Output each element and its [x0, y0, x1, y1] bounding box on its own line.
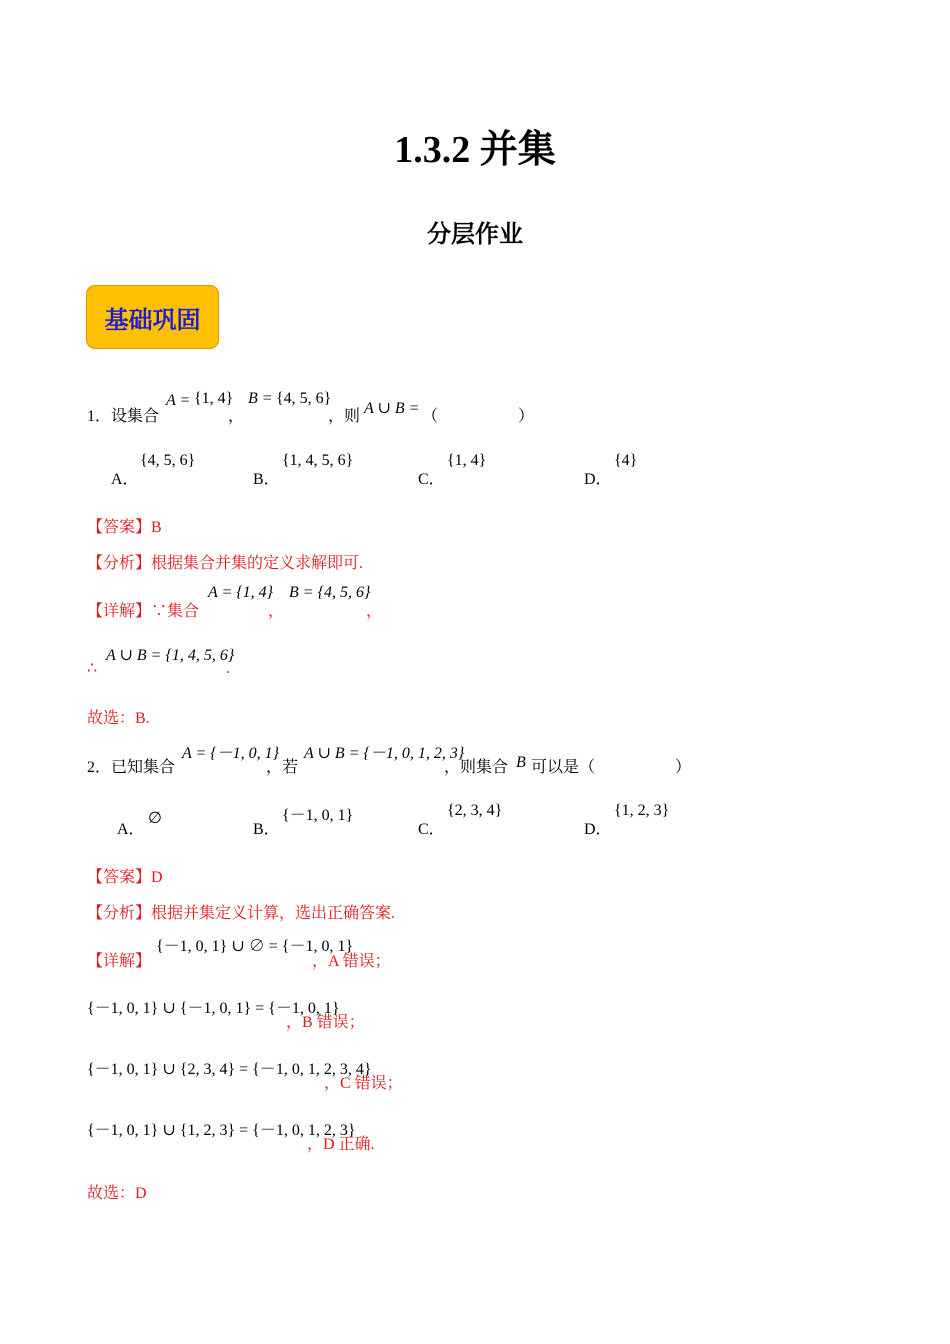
- q1-detail-comma: ，: [268, 603, 285, 620]
- q2-option-d-label: D．: [584, 821, 612, 838]
- q1-option-b-value: {1, 4, 5, 6}: [282, 452, 354, 469]
- q2-detail-line-3-expr: {－1, 0, 1} ∪ {2, 3, 4} = {－1, 0, 1, 2, 3, 4}: [87, 1061, 372, 1078]
- q1-option-a-label: A．: [111, 471, 139, 488]
- q1-comma: ，: [228, 408, 245, 425]
- q1-set-b-value: {4, 5, 6}: [276, 390, 332, 407]
- page-title: 1.3.2 并集: [394, 129, 556, 171]
- q2-answer: 【答案】D: [87, 869, 163, 886]
- q2-detail-label: 【详解】: [87, 953, 152, 970]
- q1-detail-label: 【详解】∵集合: [87, 603, 200, 620]
- q1-then: ，则: [328, 408, 361, 425]
- q2-detail-line-1-expr: {－1, 0, 1} ∪ ∅ = {－1, 0, 1}: [156, 938, 354, 955]
- q2-detail-line-4-expr: {－1, 0, 1} ∪ {1, 2, 3} = {－1, 0, 1, 2, 3}: [87, 1122, 356, 1139]
- q1-result: A ∪ B = {1, 4, 5, 6}: [106, 647, 235, 664]
- q1-result-end: .: [226, 660, 230, 677]
- q1-option-c-value: {1, 4}: [447, 452, 487, 469]
- q2-option-c-label: C．: [418, 821, 445, 838]
- q1-option-c-label: C．: [418, 471, 445, 488]
- page-subtitle: 分层作业: [427, 222, 523, 248]
- q2-option-a-label: A．: [117, 821, 145, 838]
- q2-detail-line-4-note: ，D 正确.: [307, 1136, 375, 1153]
- q1-set-b-label: B =: [248, 390, 273, 407]
- q1-analysis: 【分析】根据集合并集的定义求解即可.: [87, 555, 364, 572]
- q2-number: 2．已知集合: [87, 759, 176, 776]
- q2-option-b-label: B．: [253, 821, 280, 838]
- section-badge: 基础巩固: [86, 285, 219, 349]
- q2-b: B: [516, 754, 526, 771]
- q1-number: 1．设集合: [87, 408, 160, 425]
- q1-option-a-value: {4, 5, 6}: [140, 452, 196, 469]
- q2-option-c-value: {2, 3, 4}: [447, 802, 503, 819]
- q2-detail-line-2-expr: {－1, 0, 1} ∪ {－1, 0, 1} = {－1, 0, 1}: [87, 1000, 340, 1017]
- q1-answer: 【答案】B: [87, 519, 162, 536]
- q1-choose: 故选：B.: [87, 710, 150, 727]
- q2-then: ，则集合: [444, 759, 509, 776]
- q2-option-a-value: ∅: [148, 810, 162, 827]
- q2-option-b-value: {－1, 0, 1}: [282, 807, 354, 824]
- q1-expression: A ∪ B =: [364, 400, 420, 417]
- q2-tail: 可以是（ ）: [531, 759, 692, 776]
- q2-choose: 故选：D: [87, 1185, 147, 1202]
- q2-detail-line-3-note: ，C 错误；: [324, 1075, 403, 1092]
- q1-detail-set-b: B = {4, 5, 6}: [289, 584, 371, 601]
- q2-set-a: A = {－1, 0, 1}: [182, 745, 280, 762]
- q2-detail-line-2-note: ，B 错误；: [286, 1014, 365, 1031]
- q1-option-d-value: {4}: [614, 452, 638, 469]
- q1-paren: （ ）: [422, 408, 535, 425]
- q1-therefore-symbol: ∴: [87, 660, 98, 677]
- q1-set-a-label: A =: [166, 392, 191, 409]
- q1-detail-set-a: A = {1, 4}: [208, 584, 274, 601]
- q1-detail-comma-2: ，: [366, 603, 383, 620]
- q1-set-a-value: {1, 4}: [194, 390, 234, 407]
- q2-union: A ∪ B = {－1, 0, 1, 2, 3}: [304, 745, 465, 762]
- q1-option-b-label: B．: [253, 471, 280, 488]
- q1-option-d-label: D．: [584, 471, 612, 488]
- q2-detail-line-1-note: ，A 错误；: [312, 953, 391, 970]
- q2-option-d-value: {1, 2, 3}: [614, 802, 670, 819]
- q2-analysis: 【分析】根据并集定义计算，选出正确答案.: [87, 905, 396, 922]
- q2-if: ，若: [266, 759, 299, 776]
